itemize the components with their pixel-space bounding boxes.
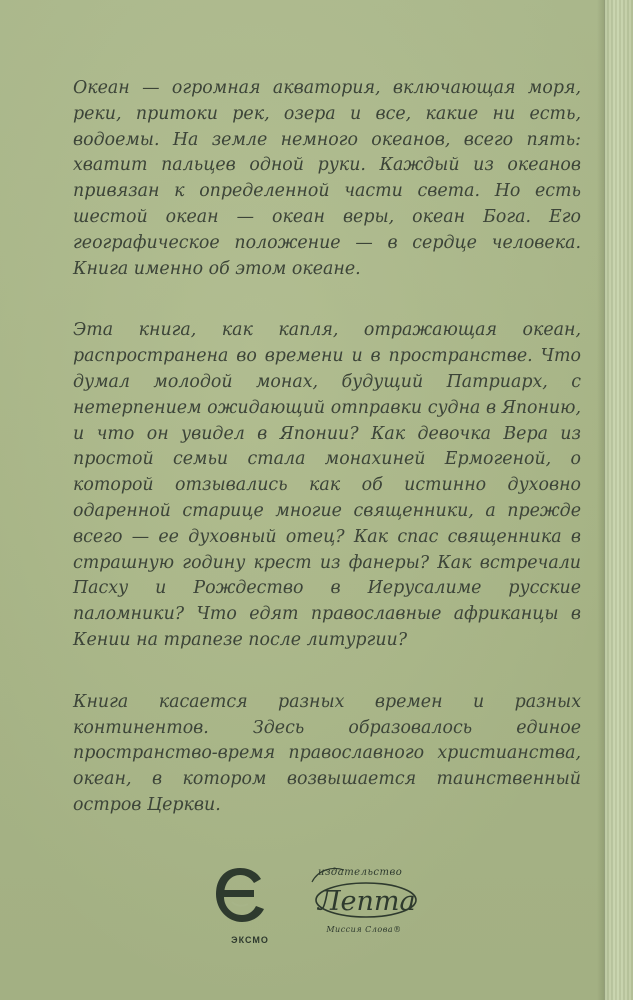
annotation-text xyxy=(73,76,581,855)
lepta-publisher-word: издательство xyxy=(318,867,403,878)
eksmo-logo-icon xyxy=(210,862,270,932)
annotation-paragraph-1: Океан — огромная акватория, включающая моря, реки, притоки рек, озера и все, какие ни есть, водоемы. На земле немного океанов, всего пять: хватит пальцев одной руки. Каждый из океанов привязан к определенной части света. Но есть шестой океан — океан веры, океан Бога. Его географическое положение — в сердце человека. Книга именно об этом океане. xyxy=(73,78,581,279)
lepta-name: Лепта xyxy=(318,886,416,917)
publisher-logos xyxy=(200,862,440,952)
eksmo-label: ЭКСМО xyxy=(231,935,269,945)
lepta-tagline: Миссия Слова® xyxy=(326,925,402,934)
annotation-paragraph-2: Эта книга, как капля, отражающая океан, распространена во времени и в пространстве. Что думал молодой монах, будущий Патриарх, с нетерпением ожидающий отправки судна в Японию, и что он увидел в Японии? Как девочка Вера из простой семьи стала монахиней Ермогеной, о которой отзывались как об истинно духовно одаренной старице многие священники, а прежде всего — ее духовный отец? Как спас священника в страшную годину крест из фанеры? Как встречали Пасху и Рождество в Иерусалиме русские паломники? Что едят православные африканцы в Кении на трапезе после литургии? xyxy=(73,320,581,650)
lepta-logo xyxy=(298,862,428,947)
annotation-paragraph-3: Книга касается разных времен и разных континентов. Здесь образовалось единое пространство-время православного христианства, океан, в котором возвышается таинственный остров Церкви. xyxy=(73,691,581,815)
spine-edge xyxy=(604,0,633,1000)
eksmo-logo xyxy=(210,862,270,945)
